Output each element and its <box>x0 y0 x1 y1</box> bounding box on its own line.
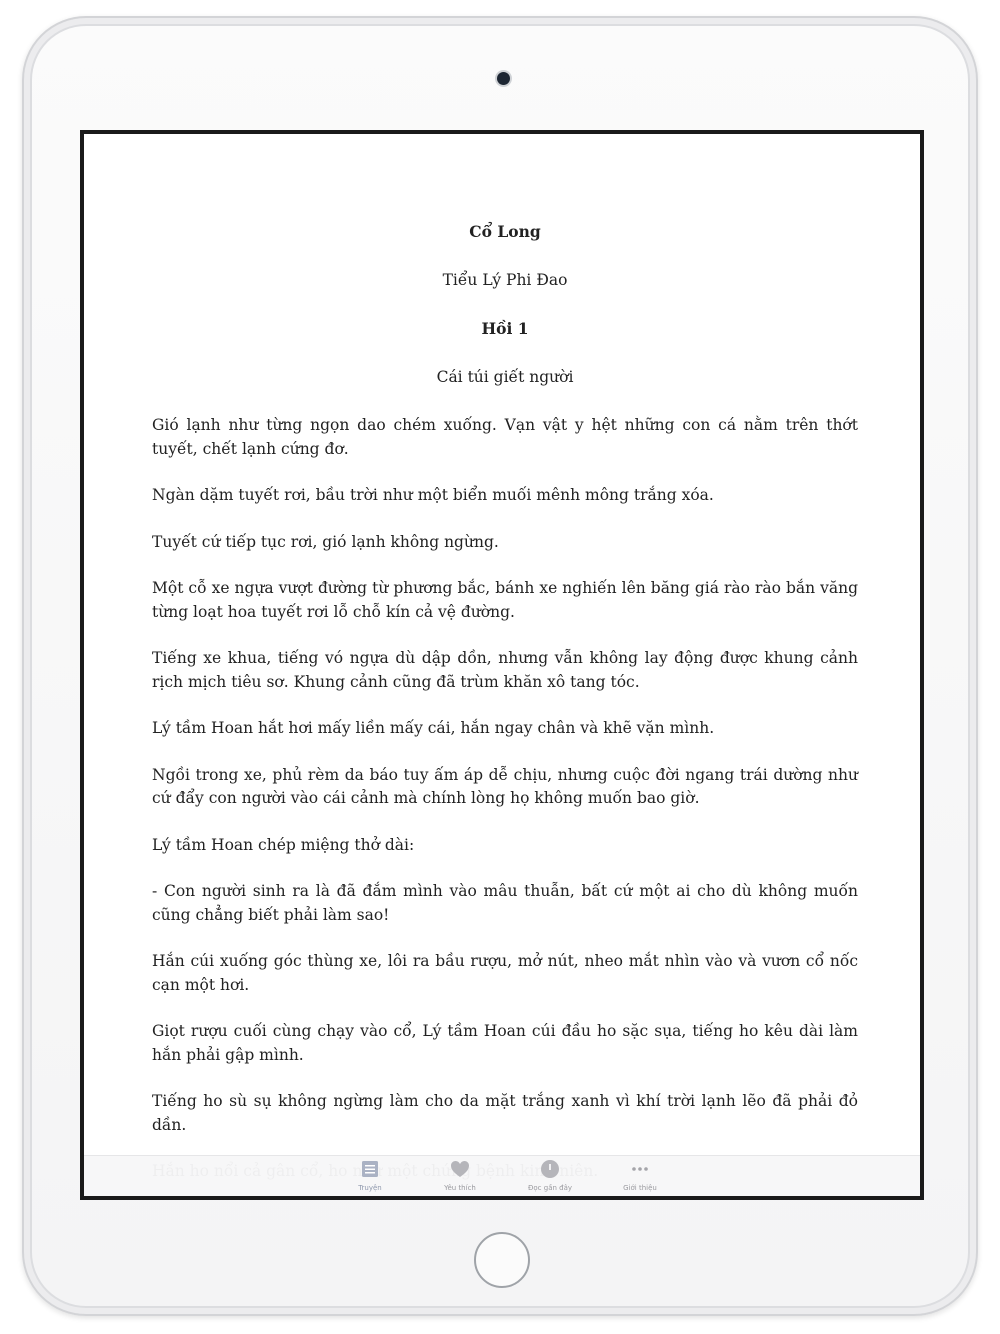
paragraph: Tiếng ho sù sụ không ngừng làm cho da mặt trắng xanh vì khí trời lạnh lẽo đã phải đỏ dần. <box>152 1092 858 1134</box>
tab-label: Giới thiệu <box>623 1184 657 1192</box>
reader-view[interactable] <box>84 134 920 1196</box>
heart-icon <box>449 1158 471 1180</box>
tab-yeu-thich[interactable] <box>420 1158 500 1192</box>
tab-label: Đọc gần đây <box>527 1184 573 1192</box>
more-icon <box>629 1158 651 1180</box>
paragraph: Một cỗ xe ngựa vượt đường từ phương bắc, bánh xe nghiến lên băng giá rào rào bắn văng từng loạt hoa tuyết rơi lỗ chỗ kín cả vệ đường. <box>152 579 858 621</box>
book-title: Cổ Long <box>469 222 541 241</box>
tab-bar <box>84 1155 920 1196</box>
paragraph: - Con người sinh ra là đã đắm mình vào mâu thuẫn, bất cứ một ai cho dù không muốn cũng chẳng biết phải làm sao! <box>152 882 858 924</box>
paragraph: Ngồi trong xe, phủ rèm da báo tuy ấm áp dễ chịu, nhưng cuộc đời ngang trái dường như cứ đẩy con người vào cái cảnh mà chính lòng họ không muốn bao giờ. <box>152 765 858 807</box>
camera-icon <box>497 72 510 85</box>
recent-icon <box>539 1158 561 1180</box>
paragraph: Lý tầm Hoan hắt hơi mấy liền mấy cái, hắn ngay chân và khẽ vặn mình. <box>152 719 715 737</box>
tab-label: Yêu thích <box>444 1184 476 1192</box>
chapter-content <box>152 220 858 1196</box>
paragraph: Gió lạnh như từng ngọn dao chém xuống. Vạn vật y hệt những con cá nằm trên thớt tuyết, chết lạnh cứng đơ. <box>152 416 858 458</box>
paragraph: Ngàn dặm tuyết rơi, bầu trời như một biển muối mênh mông trắng xóa. <box>152 486 714 504</box>
paragraph: Giọt rượu cuối cùng chạy vào cổ, Lý tầm Hoan cúi đầu ho sặc sụa, tiếng ho kêu dài làm hắn phải gập mình. <box>152 1022 858 1064</box>
home-button[interactable] <box>474 1232 530 1288</box>
book-author: Tiểu Lý Phi Đao <box>442 270 568 289</box>
screen <box>80 130 924 1200</box>
list-icon <box>359 1158 381 1180</box>
tab-gioi-thieu[interactable] <box>600 1158 680 1192</box>
tab-truyen[interactable] <box>330 1158 410 1192</box>
paragraph: Lý tầm Hoan chép miệng thở dài: <box>152 835 415 854</box>
paragraph: Tiếng xe khua, tiếng vó ngựa dù dập dồn, nhưng vẫn không lay động được khung cảnh rịch mịch tiêu sơ. Khung cảnh cũng đã trùm khăn xô tang tóc. <box>152 649 858 691</box>
tab-doc-gan-day[interactable] <box>510 1158 590 1192</box>
chapter-number: Hồi 1 <box>481 319 529 338</box>
paragraph: Tuyết cứ tiếp tục rơi, gió lạnh không ngừng. <box>152 532 499 551</box>
tab-label: Truyện <box>358 1184 382 1192</box>
chapter-title: Cái túi giết người <box>436 367 574 386</box>
paragraph: Hắn cúi xuống góc thùng xe, lôi ra bầu rượu, mở nút, nheo mắt nhìn vào và vươn cổ nốc cạn một hơi. <box>152 952 858 994</box>
